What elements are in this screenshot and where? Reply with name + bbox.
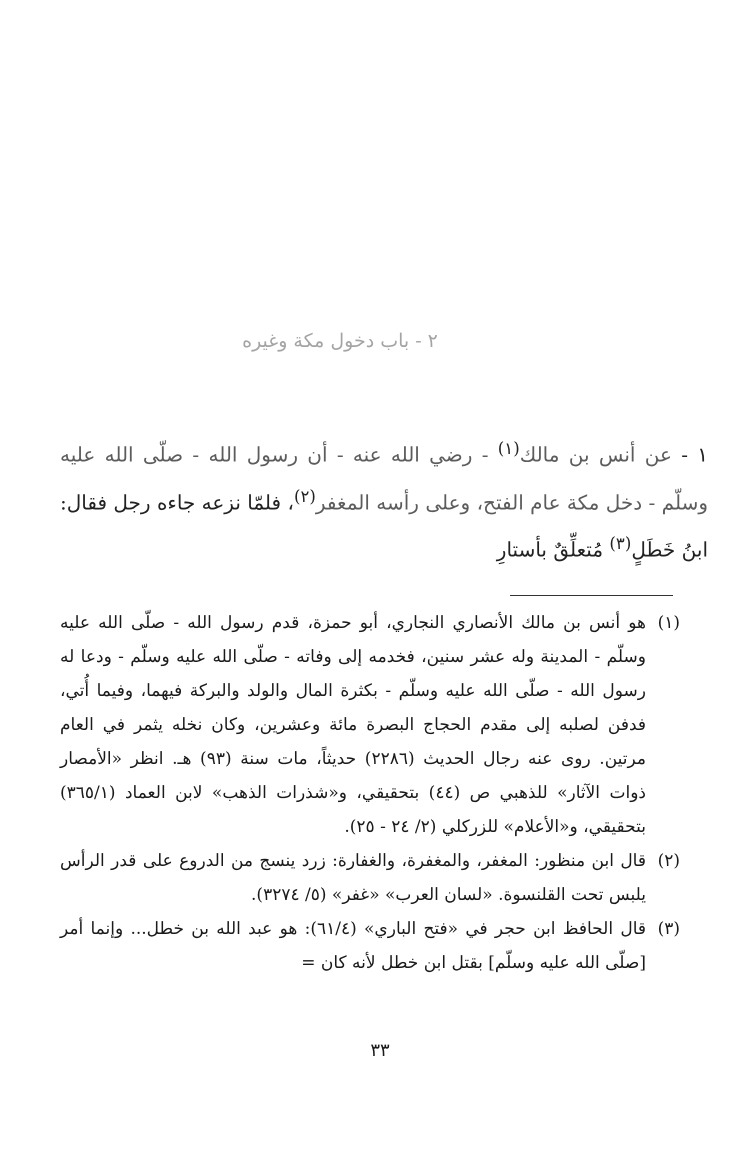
footnote-ref-1: (١) — [497, 439, 520, 458]
footnote-text: قال ابن منظور: المغفر، والمغفرة، والغفارة: زرد ينسج من الدروع على قدر الرأس يلبس تحت القلنسوة. «لسان العرب» «غفر» (٥/ ٣٢٧٤). — [60, 851, 646, 905]
hadith-number: ١ - — [681, 442, 709, 467]
footnotes — [60, 606, 680, 980]
footnote-3 — [60, 912, 680, 980]
hadith-text — [60, 428, 708, 571]
chapter-title: ٢ - باب دخول مكة وغيره — [242, 330, 438, 352]
footnote-text: هو أنس بن مالك الأنصاري النجاري، أبو حمزة، قدم رسول الله - صلّى الله عليه وسلّم - المدينة وله عشر سنين، فخدمه إلى وفاته - صلّى الله عليه وسلّم - ودعا له رسول الله - صلّى الله عليه وسلّم - بكثرة المال والولد والبركة فيهما، وفيما أُتي، فدفن لصلبه إلى مقدم الحجاج البصرة مائة وعشرين، وكان نخله يثمر في العام مرتين. روى عنه رجال الحديث (٢٢٨٦) حديثاً، مات سنة (٩٣) هـ. انظر «الأمصار ذوات الآثار» للذهبي ص (٤٤) بتحقيقي، و«شذرات الذهب» لابن العماد (٣٦٥/١) بتحقيقي، و«الأعلام» للزركلي (٢/ ٢٤ - ٢٥). — [60, 613, 647, 837]
footnote-divider — [510, 595, 673, 596]
footnote-number: (١) — [657, 613, 680, 633]
footnote-number: (٣) — [657, 919, 680, 939]
hadith-text-part-4: مُتعلِّقٌ بأستارِ — [496, 537, 604, 562]
hadith-text-part-3: ، فلمّا نزعه جاءه رجل فقال: ابنُ خَطَلٍ — [60, 490, 708, 562]
footnote-2 — [60, 844, 680, 912]
footnote-1 — [60, 606, 680, 844]
hadith-text-part-1: عن أنس بن مالك — [519, 442, 672, 467]
footnote-ref-3: (٣) — [609, 534, 632, 554]
hadith-text-part-2: - رضي الله عنه - أن رسول الله - صلّى الله عليه وسلّم - دخل مكة عام الفتح، وعلى رأسه المغفر — [60, 442, 708, 515]
footnote-ref-2: (٢) — [293, 486, 316, 506]
footnote-text: قال الحافظ ابن حجر في «فتح الباري» (٦١/٤): هو عبد الله بن خطل... وإنما أمر [صلّى الله عليه وسلّم] بقتل ابن خطل لأنه كان = — [60, 919, 646, 973]
page-number: ٣٣ — [370, 1040, 390, 1061]
footnote-number: (٢) — [657, 851, 680, 871]
